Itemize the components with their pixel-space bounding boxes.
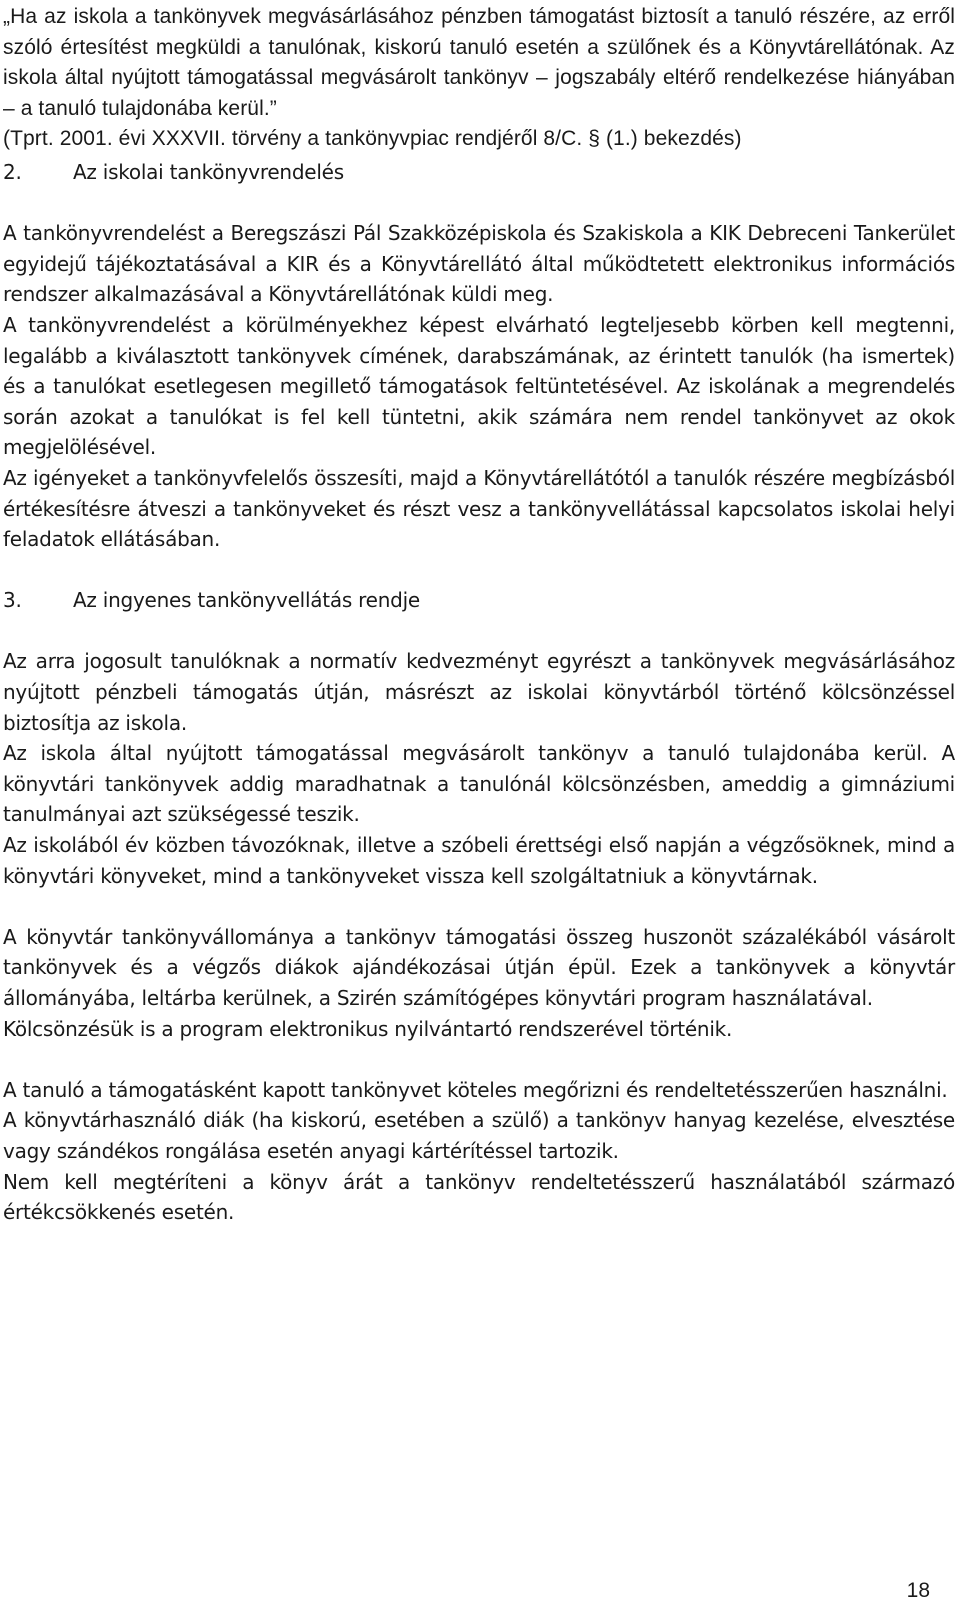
- paragraph: Kölcsönzésük is a program elektronikus nyilvántartó rendszerével történik.: [3, 1016, 733, 1041]
- section-number: 2.: [3, 159, 22, 184]
- intro-block: [3, 2, 955, 155]
- spacer: [3, 1044, 955, 1075]
- spacer: [3, 616, 955, 647]
- section-3-group-1: [3, 646, 955, 891]
- legal-citation: (Tprt. 2001. évi XXXVII. törvény a tankönyvpiac rendjéről 8/C. § (1.) bekezdés): [3, 127, 742, 151]
- section-3-group-2: [3, 922, 955, 1044]
- section-3-group-3: [3, 1075, 955, 1228]
- paragraph: Az iskolából év közben távozóknak, illetve a szóbeli érettségi első napján a végzősöknek, mind a könyvtári könyveket, mind a tankönyveket vissza kell szolgáltatniuk a könyvtárnak.: [3, 833, 955, 888]
- section-title: Az iskolai tankönyvrendelés: [73, 159, 344, 184]
- section-2-body: [3, 218, 955, 555]
- legal-quote: „Ha az iskola a tankönyvek megvásárlásához pénzben támogatást biztosít a tanuló részére, az erről szóló értesítést megküldi a tanulónak, kiskorú tanuló esetén a szülőnek és a Könyvtárellátónak. Az iskola által nyújtott támogatással megvásárolt tankönyv – jogszabály eltérő rendelkezése hiányában – a tanuló tulajdonába kerül.”: [3, 5, 955, 120]
- paragraph: A könyvtárhasználó diák (ha kiskorú, esetében a szülő) a tankönyv hanyag kezelése, elvesztése vagy szándékos rongálása esetén anyagi kártérítéssel tartozik.: [3, 1108, 955, 1163]
- paragraph: A könyvtár tankönyvállománya a tankönyv támogatási összeg huszonöt százalékából vásárolt tankönyvek és a végzős diákok ajándékozásai útján épül. Ezek a tankönyvek a könyvtár állományába, leltárba kerülnek, a Szirén számítógépes könyvtári program használatával.: [3, 924, 955, 1010]
- paragraph: Az igényeket a tankönyvfelelős összesíti, majd a Könyvtárellátótól a tanulók részére megbízásból értékesítésre átveszi a tankönyveket és részt vesz a tankönyvellátással kapcsolatos iskolai helyi feladatok ellátásában.: [3, 465, 955, 552]
- section-heading-3: [3, 585, 955, 616]
- section-title: Az ingyenes tankönyvellátás rendje: [73, 588, 420, 613]
- paragraph: A tankönyvrendelést a körülményekhez képest elvárható legteljesebb körben kell megtenni, legalább a kiválasztott tankönyvek címének, darabszámának, az érintett tanulók (ha ismertek) és a tanulókat esetlegesen megillető támogatások feltüntetésével. Az iskolának a megrendelés során azokat a tanulókat is fel kell tüntetni, akik számára nem rendel tankönyvet az okok megjelölésével.: [3, 312, 955, 460]
- section-heading-2: [3, 157, 955, 188]
- section-number: 3.: [3, 588, 22, 613]
- spacer: [3, 188, 955, 219]
- page-number: 18: [906, 1579, 930, 1602]
- paragraph: Nem kell megtéríteni a könyv árát a tankönyv rendeltetésszerű használatából származó értékcsökkenés esetén.: [3, 1169, 955, 1225]
- spacer: [3, 555, 955, 586]
- page-body: [3, 2, 955, 1228]
- paragraph: Az iskola által nyújtott támogatással megvásárolt tankönyv a tanuló tulajdonába kerül. A könyvtári tankönyvek addig maradhatnak a tanulónál kölcsönzésben, ameddig a gimnáziumi tanulmányai azt szükségessé teszik.: [3, 741, 955, 827]
- paragraph: A tankönyvrendelést a Beregszászi Pál Szakközépiskola és Szakiskola a KIK Debreceni Tankerület egyidejű tájékoztatásával a KIR és a Könyvtárellátó által működtetett elektronikus információs rendszer alkalmazásával a Könyvtárellátónak küldi meg.: [3, 221, 955, 307]
- paragraph: Az arra jogosult tanulóknak a normatív kedvezményt egyrészt a tankönyvek megvásárlásához nyújtott pénzbeli támogatás útján, másrészt az iskolai könyvtárból történő kölcsönzéssel biztosítja az iskola.: [3, 649, 955, 735]
- spacer: [3, 891, 955, 922]
- paragraph: A tanuló a támogatásként kapott tankönyvet köteles megőrizni és rendeltetésszerűen használni.: [3, 1077, 948, 1102]
